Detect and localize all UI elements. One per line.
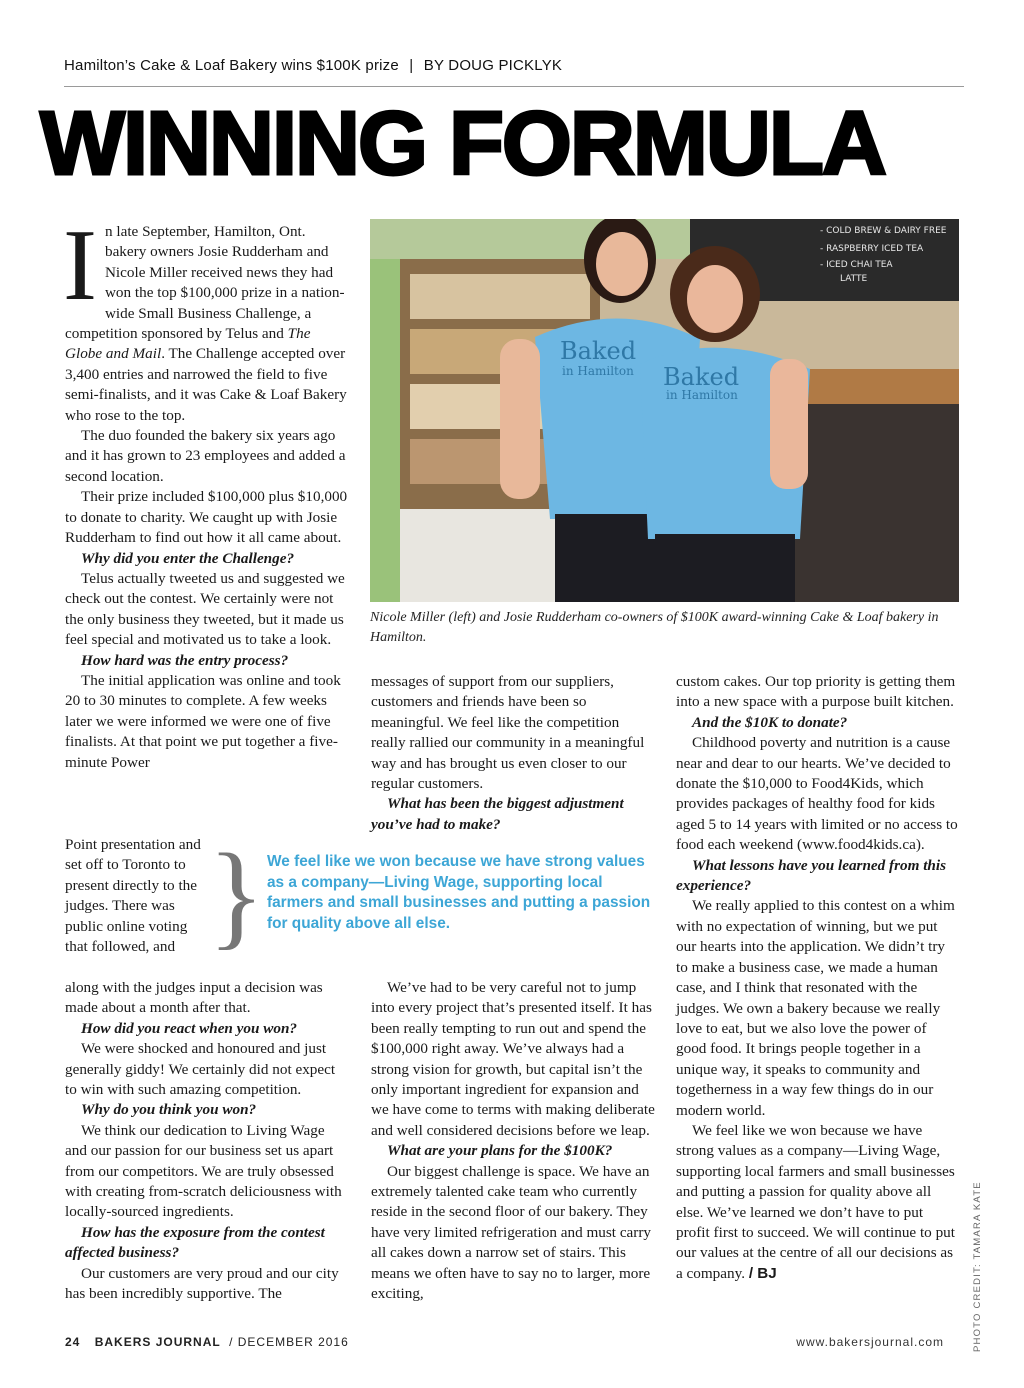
interview-answer: We really applied to this contest on a whim with no expectation of winning, but we put our hearts into the application. We didn’t try to make a business case, we made a human case, and I think that resonated with the judges. We own a bakery because we really love to eat, but we also love the power of good food. It brings people together in a unique way, it speaks to community and togetherness in a way few things do in our modern world. [676, 897, 955, 1119]
photo-credit: PHOTO CREDIT: TAMARA KATE [972, 1181, 983, 1352]
header-rule [64, 86, 964, 87]
publication-name: The Globe and Mail [65, 325, 311, 363]
intro-paragraph: In late September, Hamilton, Ont. bakery owners Josie Rudderham and Nicole Miller received news they had won the top $100,000 prize in a nation-wide Small Business Challenge, a competition sponsored by Telus and The Globe and Mail. The Challenge accepted over 3,400 entries and narrowed the field to five semi-finalists, and it was Cake & Loaf Bakery who rose to the top. [63, 209, 347, 424]
interview-answer: Telus actually tweeted us and suggested we check out the contest. We certainly were not the only business they tweeted, but it made us feel special and motivated us to take a look. [65, 569, 345, 649]
interview-answer: We think our dedication to Living Wage and our passion for our business set us apart from our competitors. We are truly obsessed with creating from-scratch deliciousness with locally-sourced ingredients. [65, 1121, 342, 1221]
chalkboard-text: - RASPBERRY ICED TEA [820, 244, 924, 254]
interview-answer: The initial application was online and took 20 to 30 minutes to complete. A few weeks later we were informed we were one of five finalists. At that point we put together a five-minute Power [65, 671, 341, 771]
photo-illustration [370, 219, 959, 602]
interview-question: How has the exposure from the contest affected business? [65, 1223, 325, 1262]
interview-question: What are your plans for the $100K? [387, 1142, 613, 1160]
bakery-owners-photo [370, 219, 959, 602]
interview-question: And the $10K to donate? [692, 713, 848, 731]
page-number: 24 [65, 1335, 81, 1349]
photo-caption: Nicole Miller (left) and Josie Rudderham co-owners of $100K award-winning Cake & Loaf bakery in Hamilton. [370, 610, 939, 645]
headline: WINNING FORMULA [40, 94, 885, 194]
chalkboard-text: - ICED CHAI TEA [820, 260, 893, 270]
footer [65, 1335, 349, 1349]
interview-answer: Our customers are very proud and our city has been incredibly supportive. The [65, 1264, 339, 1303]
column-2-bottom [371, 978, 655, 1305]
interview-answer: Childhood poverty and nutrition is a cause near and dear to our hearts. We’ve decided to donate the $10,000 to Food4Kids, which provides packages of healthy food for kids aged 5 to 14 years with limited or no access to food each weekend (www.food4kids.ca). [676, 734, 958, 854]
header-separator: | [409, 57, 414, 74]
interview-answer-continued: along with the judges input a decision was made about a month after that. [65, 979, 323, 1017]
pullquote-brace: } [208, 829, 265, 960]
chalkboard-text: LATTE [840, 274, 868, 284]
column-2-top [371, 672, 655, 835]
column-1-top [63, 209, 349, 773]
shirt-text: Baked [560, 337, 637, 365]
interview-answer: We’ve had to be very careful not to jump into every project that’s presented itself. It has been really tempting to run out and spend the $100,000 right away. We’ve always had a strong vision for growth, but capital isn’t the only important ingredient for expansion and we have come to terms with making deliberate and well considered decisions before we leap. [371, 979, 655, 1139]
column-1-bottom [65, 978, 349, 1305]
article-kicker: Hamilton’s Cake & Loaf Bakery wins $100K prize [64, 57, 399, 74]
drop-cap: I [63, 209, 97, 322]
website-url: www.bakersjournal.com [796, 1335, 944, 1349]
interview-question: Why do you think you won? [81, 1101, 257, 1119]
interview-question: What has been the biggest adjustment you’ve had to make? [371, 795, 624, 833]
signoff: / BJ [748, 1264, 777, 1282]
interview-answer-continued: custom cakes. Our top priority is getting them into a new space with a purpose built kitchen. [676, 673, 956, 711]
interview-answer: Our biggest challenge is space. We have an extremely talented cake team who currently reside in the second floor of our bakery. They have very limited refrigeration and must carry all cakes down a narrow set of stairs. This means we often have to say no to larger, more exciting, [371, 1162, 652, 1303]
header-kicker-line [64, 57, 562, 74]
interview-answer: We were shocked and honoured and just generally giddy! We certainly did not expect to win with such amazing competition. [65, 1040, 336, 1099]
issue-date: / DECEMBER 2016 [229, 1335, 349, 1349]
shirt-text: in Hamilton [666, 388, 738, 402]
shirt-text: in Hamilton [562, 364, 634, 378]
interview-answer-continued: Point presentation and set off to Toronto to present directly to the judges. There was public online voting that followed, and [65, 836, 201, 956]
chalkboard-text: - COLD BREW & DAIRY FREE [820, 226, 947, 236]
shirt-text: Baked [663, 363, 740, 391]
paragraph: The duo founded the bakery six years ago and it has grown to 23 employees and added a second location. [65, 427, 346, 485]
interview-question: Why did you enter the Challenge? [81, 549, 295, 567]
column-1-narrow [65, 835, 203, 957]
interview-question: How did you react when you won? [81, 1019, 298, 1037]
interview-question: What lessons have you learned from this experience? [676, 856, 946, 895]
pullquote: We feel like we won because we have strong values as a company—Living Wage, supporting local farmers and small businesses and putting a passion for quality above all else. [267, 853, 651, 932]
byline: BY DOUG PICKLYK [423, 57, 563, 74]
interview-question: How hard was the entry process? [81, 651, 289, 669]
magazine-name: BAKERS JOURNAL [94, 1335, 221, 1349]
interview-answer: We feel like we won because we have strong values as a company—Living Wage, supporting local farmers and small businesses and putting a passion for quality above all else. We’ve learned we don’t have to put profit first to succeed. We will continue to put our values at the centre of all our decisions as a company. / BJ [676, 1121, 955, 1282]
column-3 [676, 672, 960, 1284]
interview-answer-continued: messages of support from our suppliers, customers and friends have been so meaningful. We feel like the competition really rallied our community in a meaningful way and has brought us even closer to our regular customers. [371, 673, 645, 793]
paragraph: Their prize included $100,000 plus $10,000 to donate to charity. We caught up with Josie Rudderham to find out how it all came about. [65, 488, 348, 547]
